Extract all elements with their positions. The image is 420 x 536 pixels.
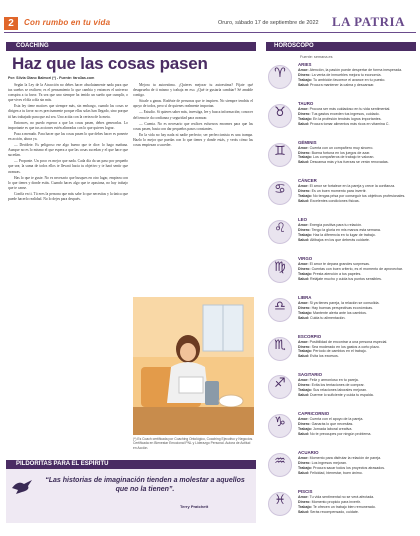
pildoritas-label: PILDORITAS PARA EL ESPÍRITU [16,461,109,467]
forecast-text: Serás recompensado, cuídate. [309,509,359,514]
zodiac-glyph: ♈ [274,66,286,81]
forecast-salud: Salud: No te preocupes por ningún problema. [298,431,372,436]
sign-name: CAPRICORNIO [298,411,330,417]
forecast-dinero: Dinero: Es un buen momento para invertir. [298,189,367,194]
forecast-salud: Salud: Descansa más y tus fuerzas se verán renovadas. [298,160,389,165]
forecast-text: Jornada laboral creativa. [312,427,353,431]
zodiac-icon [268,181,292,205]
forecast-text: La venta de inmuebles mejora tu economía. [311,72,382,77]
zodiac-icon [268,492,292,516]
page-header [0,0,420,34]
zodiac-glyph: ♋ [274,182,286,198]
forecast-dinero: Dinero: La venta de inmuebles mejora tu economía. [298,72,382,77]
forecast-text: Posibilidad de encontrar a una persona especial. [309,339,388,344]
paragraph: — Proponte. Un poco es mejor que nada. Cada día da un paso por pequeño que sea; la suma de todos ellos te llevará hacia tu objetivo y te hará sentir que avanzas. [8,159,128,174]
article-byline: Por: Silvia Olano Balmori (*) - Fuente: faro3as.com [8,76,95,80]
paragraph: — Decídete. Es peligroso ese algo bueno que te dice: lo hago mañana. Aunque no es lo mismo el que espera a que las cosas sucedan y el que hace que sucedan. [8,143,128,158]
zodiac-glyph: ♌ [274,221,286,237]
forecast-salud: Salud: Serás recompensado, cuídate. [298,509,359,514]
article-column-2 [133,83,253,293]
forecast-dinero: Dinero: Momento propicio para invertir. [298,499,361,504]
sign-forecast [298,146,416,166]
forecast-dinero: Dinero: Ganarás lo que necesitas. [298,422,354,427]
sign-name: ARIES [298,62,312,67]
zodiac-glyph: ♍ [274,260,286,275]
forecast-text: Buena fortuna en los juegos de azar. [311,150,371,155]
forecast-trabajo: Trabajo: Jornada laboral creativa. [298,427,353,431]
zodiac-icon [268,259,292,283]
paragraph: Has lo que te guste. No es necesario que busques en otro lugar, empieza con lo que tienes y donde estás. Cuando haces algo que te apasiona, no hay trabajo que te canse. [8,175,128,190]
zodiac-icon [268,220,292,244]
sign-forecast [298,495,416,515]
paragraph: Pasa a menudo. Para hacer que las cosas pasen lo que debes hacer es ponerte en acción, ahora ya. [8,131,128,141]
forecast-text: Sea moderado en los gastos a corto plazo. [311,344,380,349]
forecast-text: Procura mantener la calma y descansar. [309,82,375,87]
zodiac-icon [268,453,292,477]
forecast-salud: Salud: Altibajos en los que deberás cuidarte. [298,237,370,242]
sign-forecast [298,301,416,321]
forecast-text: Descansa más y tus fuerzas se verán renovadas. [309,160,389,165]
forecast-text: Evita los excesos. [309,354,339,359]
forecast-dinero: Dinero: Tus gastos exceden tus ingresos, cuidado. [298,111,380,116]
forecast-trabajo: Trabajo: Los compañeros de trabajo te valoran. [298,155,375,160]
paragraph: Esta ley tiene matices que siempre más, sin embargo, cuando las cosas se dirigen a tu favor no es precisamente porque ellas solas han llegado, sino porque tú has trabajado para que así sea. Uno actúa con la certeza de la meta. [8,104,128,119]
paragraph: Mejora tu autoestima. ¿Quieres mejorar tu autoestima? Fíjate qué desaprueba de ti mismo y trabaja en eso. ¿Qué te gustaría cambiar? Sé amable contigo. [133,83,253,98]
pildoritas-bar [6,460,256,469]
sign-name: ACUARIO [298,450,319,455]
forecast-trabajo: Trabajo: Haz la diferencia en tu lugar de trabajo. [298,233,376,237]
zodiac-glyph: ♏ [274,337,286,353]
sign-name: VIRGO [298,256,313,261]
forecast-text: Los compañeros de trabajo te valoran. [312,155,375,160]
forecast-salud: Salud: Felicidad, bienestar, buen ánimo. [298,470,363,475]
forecast-salud: Salud: Excelentes condiciones físicas. [298,199,360,204]
forecast-dinero: Dinero: Los ingresos mejoran. [298,460,347,465]
forecast-text: Tengo la gloria en mis manos esta semana. [311,228,381,233]
forecast-text: En la profesión tendrás logros importantes. [312,116,382,121]
forecast-amor: Amor: Posibilidad de encontrar a una persona especial. [298,339,388,344]
forecast-amor: Amor: Energía positiva para tu relación. [298,223,363,228]
forecast-text: Período de cambios en el trabajo. [312,349,367,354]
zodiac-icon [268,414,292,438]
sign-forecast [298,184,416,204]
forecast-salud: Salud: Duerme lo suficiente y cuida tu espalda. [298,393,374,398]
zodiac-icon [268,104,292,128]
forecast-salud: Salud: Procura tomar alimentos más ricos en vitamina C. [298,121,390,126]
zodiac-icon [268,143,292,167]
forecast-text: Tu vida sentimental no se verá afectada. [309,494,375,499]
forecast-text: Excelentes condiciones físicas. [309,199,360,204]
forecast-amor: Amor: El amor se fortalece en la pareja y crece la confianza. [298,184,396,189]
forecast-trabajo: Trabajo: Tu ambición favorece el avance en tu puesto. [298,77,386,82]
forecast-trabajo: Trabajo: Mantente alerta ante los cambios. [298,310,367,315]
forecast-text: Energía positiva para tu relación. [309,223,363,228]
sign-name: LIBRA [298,294,312,300]
forecast-dinero: Dinero: Evita los tentaciones de comprar. [298,383,365,388]
forecast-amor: Amor: El amor te depara grandes sorpresas. [298,262,370,266]
forecast-text: Es un buen momento para invertir. [311,189,367,194]
header-divider [4,32,416,33]
paragraph: — Cuenta. No es necesario que realices esfuerzos enormes para que las cosas pasen, basta con dar pequeños pasos constantes. [133,121,253,131]
newspaper-logo: LA PATRIA [332,14,405,29]
forecast-amor: Amor: Cuenta con el apoyo de la pareja. [298,417,364,422]
forecast-text: Te ofrecen un trabajo bien remunerado. [312,504,376,509]
paragraph: — Estudio. Si quieres saber más, investiga, lee y busca información; conocer del tema te da confianza y seguridad para avanzar. [133,110,253,120]
zodiac-glyph: ♐ [274,376,286,392]
forecast-trabajo: Trabajo: Sus relaciones laborales mejoran. [298,388,368,393]
horoscope-source: Fuente: semana.es [300,55,333,59]
article-photo [133,297,254,435]
sign-name: TAURO [298,100,314,106]
sign-name: CÁNCER [298,178,317,184]
forecast-dinero: Dinero: Hay buenas perspectivas económicas. [298,305,374,310]
sign-name: ESCORPIO [298,333,322,339]
forecast-trabajo: Trabajo: Presta atención a tus papeles. [298,271,362,276]
forecast-dinero: Dinero: Tengo la gloria en mis manos esta semana. [298,228,381,233]
paragraph: Según la Ley de la Atracción no debes hacer absolutamente nada para que tus sueños se realicen; es el pensamiento lo que cambia y entonces el universo conspira a tu favor. Ya sea que uno siempre ha tenido un sueño que cumplir, o que vives el día a día sin más. [8,83,128,103]
forecast-amor: Amor: Feliz y armonioso en tu pareja. [298,378,359,383]
sign-forecast [298,223,416,243]
forecast-amor: Amor: Procura ser más cuidadoso en tu vida sentimental. [298,106,391,111]
forecast-text: Mantente alerta ante los cambios. [312,310,367,315]
forecast-text: No te preocupes por ningún problema. [309,431,372,436]
sign-name: LEO [298,217,308,223]
sign-forecast [298,378,416,398]
zodiac-glyph: ♓ [274,492,286,508]
forecast-text: Los ingresos mejoran. [311,460,347,465]
forecast-salud: Salud: Cuida tu alimentación. [298,315,346,320]
forecast-text: Felicidad, bienestar, buen ánimo. [309,470,363,475]
issue-date: Oruro, sábado 17 de septiembre de 2022 [218,20,319,26]
forecast-text: Cuida tu alimentación. [309,315,346,320]
forecast-trabajo: Trabajo: No tengas prisa por conseguir tus objetivos profesionales. [298,194,406,199]
zodiac-glyph: ♊ [274,143,286,159]
zodiac-icon [268,337,292,361]
page-number: 2 [4,17,18,30]
forecast-text: Tus gastos exceden tus ingresos, cuidado. [311,111,380,116]
section-title: Con rumbo en tu vida [24,18,111,27]
forecast-trabajo: Trabajo: Te ofrecen un trabajo bien remunerado. [298,504,376,509]
forecast-text: Haz la diferencia en tu lugar de trabajo. [312,233,376,237]
forecast-amor: Amor: Cuenta con un compañero muy sincero. [298,145,374,150]
sign-forecast [298,417,416,437]
sign-forecast [298,340,416,360]
forecast-text: Presta atención a tus papeles. [312,271,362,276]
forecast-text: Hay buenas perspectivas económicas. [311,305,374,310]
horoscope-label: HORÓSCOPO [274,43,314,49]
paragraph: Sácale a ganas. Rodéate de personas que te inspiren. No siempre tendrás el apoyo de todos, pero sí de quienes realmente importan. [133,99,253,109]
forecast-text: Si ya tienes pareja, la relación se consolida. [309,300,380,305]
zodiac-icon [268,65,292,89]
article-headline: Haz que las cosas pasen [12,54,208,73]
forecast-dinero: Dinero: Sea moderado en los gastos a corto plazo. [298,344,380,349]
horoscope-bar [266,42,416,51]
paragraph: Confía en ti. Tú eres la persona que más sabe lo que necesitas y la única que puede hacerlo realidad. No lo dejes para después. [8,191,128,201]
forecast-amor: Amor: Si ya tienes pareja, la relación se consolida. [298,300,380,305]
sign-forecast [298,107,416,127]
forecast-salud: Salud: Procura mantener la calma y descansar. [298,82,375,87]
paragraph: Entonces, no puedo esperar a que las cosas pasen, debes generarlas. Lo importante es que tus acciones estén alineadas con lo que quieres lograr. [8,120,128,130]
sign-name: SAGITARIO [298,372,323,378]
forecast-trabajo: Trabajo: Período de cambios en el trabajo. [298,349,367,354]
zodiac-glyph: ♉ [274,104,286,120]
forecast-text: Altibajos en los que deberás cuidarte. [309,237,370,242]
zodiac-glyph: ♑ [274,415,286,431]
forecast-amor: Amor: Tu vida sentimental no se verá afectada. [298,494,375,499]
forecast-text: Ganarás lo que necesitas. [311,422,354,427]
forecast-text: El amor se fortalece en la pareja y crece la confianza. [309,184,396,189]
sign-name: PISCIS [298,488,313,494]
forecast-text: Cuenta con el apoyo de la pareja. [309,417,364,422]
coaching-section-bar [6,42,256,51]
forecast-text: Relájate mucho y cuida tus puntos sensibles. [309,276,382,281]
forecast-dinero: Dinero: Buena fortuna en los juegos de azar. [298,150,371,155]
article-column-1 [8,83,128,443]
photo-caption: (*) Es Coach certificada por Coaching Ontológico, Coaching Ejecutivo y Negocios. Certificada en Bienestar Emocional PNL y Liderazgo Personal. Autora de Actitud en Acción. [133,437,254,450]
sign-forecast [298,456,416,476]
forecast-text: Sus relaciones laborales mejoran. [312,388,368,393]
sign-forecast [298,68,416,88]
forecast-text: Evita los tentaciones de comprar. [311,383,365,388]
forecast-text: Tu ambición favorece el avance en tu puesto. [312,77,386,82]
forecast-text: Atención, la pasión puede despertar de forma inesperada. [309,68,403,72]
forecast-text: Procura tomar alimentos más ricos en vitamina C. [309,121,390,126]
forecast-text: Procura ser más cuidadoso en tu vida sentimental. [309,106,391,111]
forecast-amor: Amor: Atención, la pasión puede despertar de forma inesperada. [298,68,403,72]
forecast-salud: Salud: Evita los excesos. [298,354,339,359]
forecast-trabajo: Trabajo: En la profesión tendrás logros importantes. [298,116,382,121]
paragraph: En la vida no hay nada ni nadie perfecto; ser perfeccionista es una trampa. Hazlo lo mejor que puedas con lo que tienes y donde estás, y verás cómo las cosas empiezan a suceder. [133,132,253,148]
quote-text: “Las historias de imaginación tienden a molestar a aquellos que no la tienen”. [45,477,245,493]
zodiac-glyph: ♒ [274,454,286,469]
forecast-text: Procura sacar todos los proyectos atrasados. [312,465,386,470]
forecast-dinero: Dinero: Cuentas con buen criterio, es el momento de aprovechar. [298,266,403,271]
forecast-salud: Salud: Relájate mucho y cuida tus puntos sensibles. [298,276,382,281]
zodiac-icon [268,298,292,322]
forecast-text: Cuenta con un compañero muy sincero. [309,145,374,150]
sign-name: GÉMINIS [298,139,317,145]
quote-author: Terry Pratchett [180,504,209,509]
zodiac-icon [268,375,292,399]
bird-icon [10,476,34,496]
forecast-trabajo: Trabajo: Procura sacar todos los proyectos atrasados. [298,465,386,470]
sign-forecast [298,262,416,282]
zodiac-glyph: ♎ [274,298,286,314]
coaching-label: COACHING [16,43,49,49]
forecast-amor: Amor: Momento para disfrutar la relación de pareja. [298,456,382,460]
forecast-text: Duerme lo suficiente y cuida tu espalda. [309,393,374,398]
forecast-text: El amor te depara grandes sorpresas. [309,262,370,266]
woman-reading-illustration [133,297,254,435]
forecast-text: No tengas prisa por conseguir tus objetivos profesionales. [312,194,406,199]
forecast-text: Feliz y armonioso en tu pareja. [309,378,359,383]
forecast-text: Cuentas con buen criterio, es el momento de aprovechar. [311,266,403,271]
forecast-text: Momento propicio para invertir. [311,499,361,504]
forecast-text: Momento para disfrutar la relación de pareja. [309,456,382,460]
